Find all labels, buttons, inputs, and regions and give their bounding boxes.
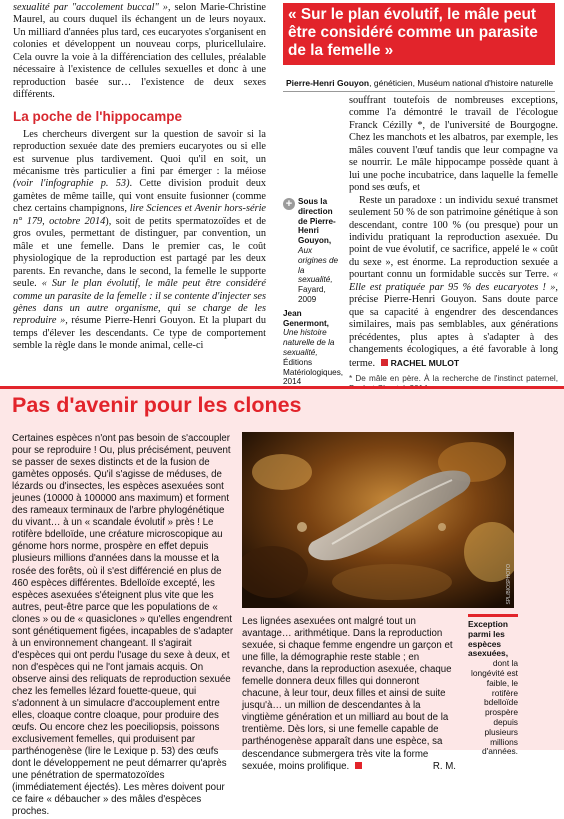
paragraph-text: Les lignées asexuées ont malgré tout un avantage… arithmétique. Dans la reproduction sexuée, si chaque femme engendre un garçon et une fille, la démographie reste stable ; en revanche, dans la reproduction asexuée, chaque femelle donnera deux filles qui donneront chacune, à leur tour, deux filles et ainsi de suite jusqu'à… un million de descendantes à la vingtième génération et un milliard au bout de la trentième. Dès lors, si une femelle capable de parthénogenèse apparaît dans une espèce, sa descendance submergera très vite la forme sexuée, moins prolifique. xyxy=(242,616,453,772)
paragraph-text: souffrant toutefois de nombreuses exceptions, comme l'a démontré le travail de l'écologue Franck Cézilly *, de l'université de Bourgogne. Chez les manchots et les albatros, par exemple, les mâles couvent l'œuf tandis que leur compagne va se nourrir. Le mâle hippocampe possède quant à lui une poche incubatrice, dans laquelle la femelle pond ses œufs, et xyxy=(349,95,558,194)
pull-quote-author: Pierre-Henri Gouyon xyxy=(286,78,370,88)
pull-quote-role: , généticien, Muséum national d'histoire naturelle xyxy=(369,78,554,88)
paragraph-text: des œufs dont le développement ne peut démarrer qu'après une pénétration de spermatozoïdes (immédiatement éjectés). Les mères doivent pour ce faire « débaucher » des mâles d'espèces proches. xyxy=(12,746,227,818)
caption-title: Exception parmi les espèces asexuées, xyxy=(468,619,509,659)
paragraph-text: . Cette division produit deux gamètes de même taille, qui vont ensuite fusionner (comme chez certains champignons, xyxy=(13,178,266,215)
photo-credit: SPL/BIOSPHOTO xyxy=(506,563,512,604)
rotifer-image xyxy=(242,432,514,608)
paragraph-text: Reste un paradoxe : un individu sexué transmet seulement 50 % de son patrimoine génétique à son descendant, contre 100 % (ou presque) pour un individu pratiquant la reproduction asexuée. Du point de vue évolutif, ce sacrifice, appelé le « coût du sexe », est énorme. La reproduction sexuée a pourtant connu un formidable succès sur Terre. xyxy=(349,194,558,281)
pull-quote xyxy=(283,3,555,65)
paragraph-text: , précise Pierre-Henri Gouyon. Sans doute parce que sa capacité à engendrer des descendances similaires, mais pas semblables, aux générations précédentes, plus aptes à s'adapter à des changements écologiques, a été favorable à long terme. xyxy=(349,281,558,369)
article-column-left xyxy=(13,2,266,353)
plus-icon: + xyxy=(283,198,295,210)
end-mark xyxy=(355,762,362,769)
footnote: * De mâle en père. À la recherche de l'instinct paternel, xyxy=(349,373,558,383)
intro-text: , selon Marie-Christine Maurel, au cours duquel ils échangent un de leurs noyaux. Un milliard d'années plus tard, ces eucaryotes s'organisent en colonies et développent un nouveau corps, pluricellulaire. Cela ouvre la voie à la différenciation des cellules, préalable nécessaire à l'existence de cellules sexuelles et donc à une reproduction basée sur… l'existence de deux sexes différents. xyxy=(13,2,266,101)
box-title: Pas d'avenir pour les clones xyxy=(12,393,302,417)
lexicon-reference: (lire le Lexique p. 53) xyxy=(84,746,176,758)
infographic-reference: (voir l'infographie p. 53) xyxy=(13,178,130,190)
end-mark xyxy=(381,359,388,366)
pull-quote-text: « Sur le plan évolutif, le mâle peut être considéré comme un parasite de la femelle » xyxy=(288,6,538,60)
box-column-middle xyxy=(242,616,456,773)
inline-quote: « Elle est pratiquée par 95 % des eucaryotes ! » xyxy=(349,269,558,293)
divider xyxy=(283,91,555,92)
box-column-left xyxy=(12,433,234,819)
author-signature: RACHEL MULOT xyxy=(390,357,460,368)
paragraph-text: , résume Pierre-Henri Gouyon. Et la plupart du temps d'élever les descendants. Ce type de comportement semble la règle dans le monde animal, celle-ci xyxy=(13,315,266,352)
pull-quote-attribution xyxy=(286,78,561,88)
section-heading: La poche de l'hippocampe xyxy=(13,108,182,124)
photo-caption xyxy=(468,614,518,757)
paragraph-text: Certaines espèces n'ont pas besoin de s'accoupler pour se reproduire ! Ou, plus précisément, peuvent se passer de sexes distincts et de la fusion de gamètes opposés. Qu'il s'agisse de méduses, de lézards ou d'insectes, les espèces asexuées sont jeunes (10000 à 100000 ans maximum) et forment des rameaux terminaux de l'arbre phylogénétique du vivant… à un « scandale évolutif » près ! Le rotifère bdelloïde, une créature microscopique au génome hors norme, prospère en effet depuis plusieurs millions d'années dans la mousse et la rosée des forêts, où il s'est différencié en plus de 460 espèces différentes. Bdelloïde excepté, les espèces asexuées s'éteignent plus vite que les autres, peut-être parce que les populations de « clones » ou de « quasiclones » qu'elles engendrent sont génétiquement figées, incapables de s'adapter à un environnement changeant. Il s'agirait d'espèces qui ont perdu l'usage du sexe à deux, et non d'espèces qui ne l'ont jamais acquis. On observe ainsi des reliquats de reproduction sexuée chez les femelles lézard fouette-queue, qui s'adonnent à un simulacre d'accouplement entre elles, cloaque contre cloaque, pour produire des œufs. Ou encore chez les poeciliopsis, poissons exclusivement femelles, qui produisent par parthénogenèse xyxy=(12,433,234,758)
inline-quote: « Sur le plan évolutif, le mâle peut être considéré comme un parasite de la femelle : il se contente d'injecter ses gènes dans un autre organisme, qui se charge de les reproduire » xyxy=(13,278,266,327)
book-author: Sous la direction de Pierre-Henri Gouyon, xyxy=(298,197,336,246)
intro-quote: sexualité par "accolement buccal" » xyxy=(13,2,168,13)
box-top-rule xyxy=(0,386,564,389)
book-title: Aux origines de la sexualité, xyxy=(298,245,339,285)
author-initials: R. M. xyxy=(432,760,456,772)
book-author: Jean Genermont, xyxy=(283,308,329,328)
caption-body: dont la longévité est faible, le rotifère bdelloïde prospère depuis plusieurs millions d'années. xyxy=(470,658,518,757)
paragraph-text: ), soit de petits spermatozoïdes et de gros ovules, permettant de distinguer, par convention, un mâle et une femelle. Dans le premier cas, le coût physiologique de la reproduction est partagé par les deux parents. En revanche, dans le second, la femelle le supporte seule. xyxy=(13,215,266,290)
rotifer-photo xyxy=(242,432,514,608)
article-column-right xyxy=(349,95,558,394)
paragraph-text: Les chercheurs divergent sur la question de savoir si la reproduction sexuée date des premiers eucaryotes ou si elle est survenue plus tardivement. Quoi qu'il en soit, un mécanisme très particulier a fini par émerger : la méiose xyxy=(13,128,266,177)
book-publisher: Éditions Matériologiques, 2014 xyxy=(283,357,344,387)
further-reading xyxy=(283,197,344,387)
magazine-reference: lire Sciences et Avenir hors-série n° 179, octobre 2014 xyxy=(13,203,267,227)
book-title: Une histoire naturelle de la sexualité, xyxy=(283,328,335,357)
book-publisher: Fayard, 2009 xyxy=(298,285,326,304)
